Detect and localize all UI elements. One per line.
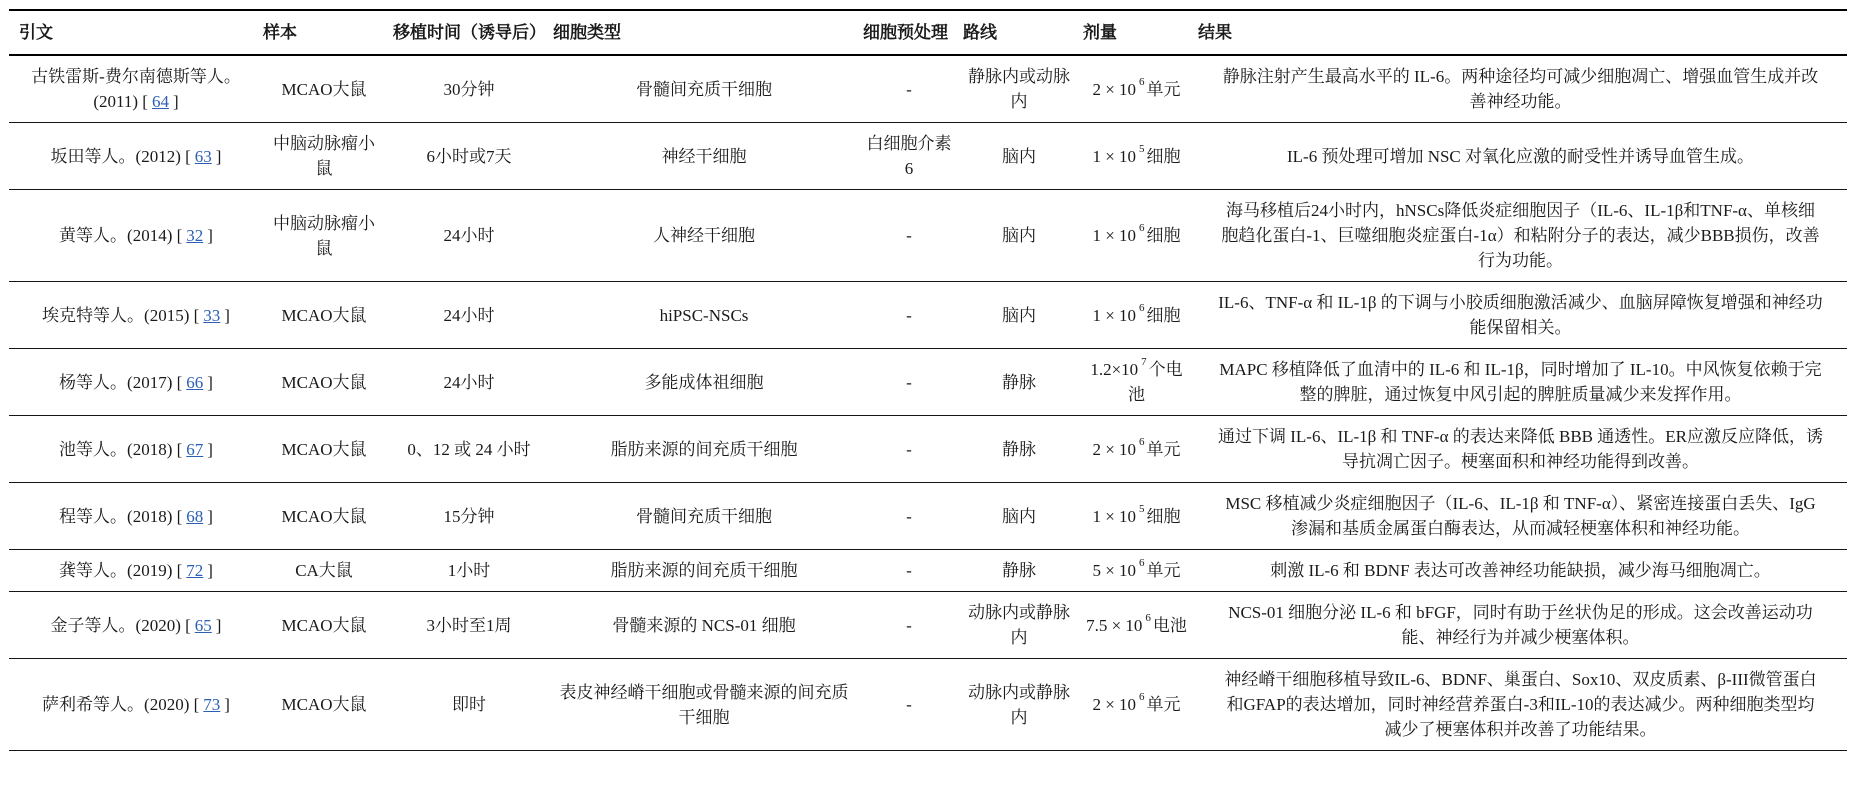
col-header-cell-type: 细胞类型 bbox=[553, 23, 621, 42]
dose-exponent: 6 bbox=[1139, 435, 1145, 448]
citation-bracket: ] bbox=[172, 92, 179, 111]
citation-text: 金子等人。(2020) [ bbox=[50, 615, 191, 635]
dose-cell bbox=[1079, 659, 1194, 751]
dose-exponent: 6 bbox=[1139, 75, 1145, 88]
dose-base: 1.2×10 bbox=[1090, 360, 1139, 379]
dose-base: 5 × 10 bbox=[1092, 561, 1137, 580]
dose-unit: 单元 bbox=[1146, 79, 1181, 99]
dose-unit: 细胞 bbox=[1146, 146, 1181, 166]
time-cell: 24小时 bbox=[443, 305, 495, 325]
route-cell: 动脉内或静脉内 bbox=[968, 682, 1070, 727]
citation-bracket: ] bbox=[207, 372, 213, 392]
cell-type-cell: 脂肪来源的间充质干细胞 bbox=[610, 439, 798, 459]
citation-cell bbox=[9, 123, 259, 190]
dose-base: 2 × 10 bbox=[1092, 79, 1137, 99]
dose-unit: 细胞 bbox=[1146, 226, 1181, 245]
sample-cell: MCAO大鼠 bbox=[281, 372, 367, 392]
pretreatment-cell: - bbox=[906, 615, 912, 635]
col-header-time: 移植时间（诱导后） bbox=[393, 23, 546, 42]
reference-link[interactable]: 64 bbox=[151, 92, 169, 111]
result-cell: MAPC 移植降低了血清中的 IL-6 和 IL-1β，同时增加了 IL-10。中风恢复依赖于完整的脾脏，通过恢复中风引起的脾脏质量减少来发挥作用。 bbox=[1219, 360, 1822, 404]
dose-base: 1 × 10 bbox=[1092, 226, 1137, 245]
dose-unit: 单元 bbox=[1146, 695, 1181, 714]
sample-cell: MCAO大鼠 bbox=[281, 439, 367, 459]
table-row bbox=[9, 190, 1847, 282]
citation-text: 埃克特等人。(2015) [ bbox=[42, 305, 200, 325]
citation-cell bbox=[9, 659, 259, 751]
citation-cell bbox=[9, 349, 259, 416]
citation-text: 坂田等人。(2012) [ bbox=[50, 146, 191, 166]
sample-cell: CA大鼠 bbox=[295, 561, 353, 580]
reference-link[interactable]: 63 bbox=[194, 146, 212, 166]
sample-cell: MCAO大鼠 bbox=[281, 615, 367, 635]
pretreatment-cell: - bbox=[906, 506, 912, 526]
table-row bbox=[9, 282, 1847, 349]
studies-table bbox=[9, 9, 1847, 751]
reference-link[interactable]: 67 bbox=[186, 439, 204, 459]
time-cell: 3小时至1周 bbox=[426, 615, 512, 635]
pretreatment-cell: - bbox=[906, 79, 912, 99]
citation-text: 杨等人。(2017) [ bbox=[59, 372, 183, 392]
dose-cell bbox=[1079, 55, 1194, 123]
citation-bracket: ] bbox=[207, 561, 213, 580]
reference-link[interactable]: 72 bbox=[186, 561, 204, 580]
citation-cell bbox=[9, 190, 259, 282]
sample-cell: 中脑动脉瘤小鼠 bbox=[273, 134, 375, 178]
route-cell: 动脉内或静脉内 bbox=[968, 603, 1070, 647]
col-header-dose: 剂量 bbox=[1083, 23, 1117, 42]
dose-exponent: 6 bbox=[1139, 691, 1145, 704]
sample-cell: 中脑动脉瘤小鼠 bbox=[273, 213, 375, 258]
col-header-citation: 引文 bbox=[19, 23, 53, 42]
dose-cell bbox=[1079, 282, 1194, 349]
route-cell: 脑内 bbox=[1002, 226, 1036, 245]
result-cell: 神经嵴干细胞移植导致IL-6、BDNF、巢蛋白、Sox10、双皮质素、β-III微管蛋白和GFAP的表达增加，同时神经营养蛋白-3和IL-10的表达减少。两种细胞类型均减少了梗塞体积并改善了功能结果。 bbox=[1224, 670, 1817, 739]
citation-text: 萨利希等人。(2020) [ bbox=[42, 695, 200, 714]
dose-base: 1 × 10 bbox=[1092, 305, 1137, 325]
route-cell: 脑内 bbox=[1002, 146, 1036, 166]
col-header-pretreatment: 细胞预处理 bbox=[863, 23, 948, 42]
time-cell: 30分钟 bbox=[443, 79, 495, 99]
citation-bracket: ] bbox=[215, 615, 222, 635]
citation-bracket: ] bbox=[224, 305, 230, 325]
citation-text: 池等人。(2018) [ bbox=[59, 439, 183, 459]
table-row bbox=[9, 483, 1847, 550]
cell-type-cell: 骨髓间充质干细胞 bbox=[636, 79, 772, 99]
dose-exponent: 6 bbox=[1145, 611, 1151, 624]
table-row bbox=[9, 416, 1847, 483]
dose-unit: 单元 bbox=[1146, 439, 1181, 459]
cell-type-cell: 骨髓间充质干细胞 bbox=[636, 506, 772, 526]
sample-cell: MCAO大鼠 bbox=[281, 506, 367, 526]
header-row bbox=[9, 10, 1847, 55]
sample-cell: MCAO大鼠 bbox=[281, 695, 367, 714]
cell-type-cell: hiPSC-NSCs bbox=[659, 305, 749, 325]
time-cell: 0、12 或 24 小时 bbox=[407, 439, 531, 459]
dose-unit: 个电池 bbox=[1128, 360, 1183, 404]
sample-cell: MCAO大鼠 bbox=[281, 305, 367, 325]
time-cell: 15分钟 bbox=[443, 506, 495, 526]
col-header-route: 路线 bbox=[963, 23, 997, 42]
route-cell: 脑内 bbox=[1002, 506, 1036, 526]
result-cell: 通过下调 IL-6、IL-1β 和 TNF-α 的表达来降低 BBB 通透性。ER应激反应降低，诱导抗凋亡因子。梗塞面积和神经功能得到改善。 bbox=[1218, 427, 1823, 471]
dose-cell bbox=[1079, 123, 1194, 190]
table-row bbox=[9, 659, 1847, 751]
reference-link[interactable]: 66 bbox=[186, 372, 204, 392]
dose-unit: 细胞 bbox=[1146, 305, 1181, 325]
citation-cell bbox=[9, 55, 259, 123]
pretreatment-cell: - bbox=[906, 372, 912, 392]
result-cell: IL-6、TNF-α 和 IL-1β 的下调与小胶质细胞激活减少、血脑屏障恢复增强和神经功能保留相关。 bbox=[1218, 293, 1823, 337]
result-cell: 海马移植后24小时内，hNSCs降低炎症细胞因子（IL-6、IL-1β和TNF-α、单核细胞趋化蛋白-1、巨噬细胞炎症蛋白-1α）和粘附分子的表达，减少BBB损伤，改善行为功能。 bbox=[1221, 201, 1820, 270]
result-cell: 静脉注射产生最高水平的 IL-6。两种途径均可减少细胞凋亡、增强血管生成并改善神经功能。 bbox=[1222, 67, 1819, 111]
citation-bracket: ] bbox=[207, 226, 213, 245]
cell-type-cell: 脂肪来源的间充质干细胞 bbox=[610, 561, 798, 580]
cell-type-cell: 多能成体祖细胞 bbox=[644, 372, 764, 392]
reference-link[interactable]: 33 bbox=[203, 305, 221, 325]
dose-cell bbox=[1079, 349, 1194, 416]
citation-text: 黄等人。(2014) [ bbox=[59, 226, 183, 245]
dose-exponent: 6 bbox=[1139, 222, 1145, 235]
time-cell: 6小时或7天 bbox=[426, 146, 512, 166]
route-cell: 静脉内或动脉内 bbox=[968, 67, 1070, 111]
pretreatment-cell: - bbox=[906, 226, 912, 245]
citation-cell bbox=[9, 592, 259, 659]
dose-cell bbox=[1079, 483, 1194, 550]
time-cell: 即时 bbox=[452, 695, 486, 714]
reference-link[interactable]: 73 bbox=[203, 695, 221, 714]
cell-type-cell: 神经干细胞 bbox=[661, 146, 747, 166]
dose-exponent: 5 bbox=[1139, 142, 1145, 155]
time-cell: 1小时 bbox=[447, 561, 491, 580]
citation-cell bbox=[9, 416, 259, 483]
dose-base: 1 × 10 bbox=[1092, 506, 1137, 526]
route-cell: 静脉 bbox=[1002, 561, 1036, 580]
route-cell: 静脉 bbox=[1002, 372, 1036, 392]
cell-type-cell: 表皮神经嵴干细胞或骨髓来源的间充质干细胞 bbox=[559, 682, 849, 727]
citation-text: 龚等人。(2019) [ bbox=[59, 561, 183, 580]
citation-bracket: ] bbox=[215, 146, 222, 166]
result-cell: NCS-01 细胞分泌 IL-6 和 bFGF，同时有助于丝状伪足的形成。这会改善运动功能、神经行为并减少梗塞体积。 bbox=[1228, 603, 1813, 647]
dose-unit: 电池 bbox=[1152, 615, 1187, 635]
reference-link[interactable]: 68 bbox=[186, 506, 204, 526]
route-cell: 脑内 bbox=[1002, 305, 1036, 325]
dose-exponent: 6 bbox=[1139, 557, 1145, 570]
reference-link[interactable]: 32 bbox=[186, 226, 204, 245]
result-cell: 刺激 IL-6 和 BDNF 表达可改善神经功能缺损，减少海马细胞凋亡。 bbox=[1270, 561, 1771, 580]
pretreatment-cell: 白细胞介素 6 bbox=[866, 134, 952, 178]
time-cell: 24小时 bbox=[443, 372, 495, 392]
pretreatment-cell: - bbox=[906, 439, 912, 459]
dose-unit: 单元 bbox=[1146, 561, 1181, 580]
citation-cell bbox=[9, 550, 259, 592]
dose-cell bbox=[1079, 592, 1194, 659]
col-header-sample: 样本 bbox=[263, 23, 297, 42]
citation-cell bbox=[9, 483, 259, 550]
pretreatment-cell: - bbox=[906, 561, 912, 580]
dose-base: 7.5 × 10 bbox=[1086, 615, 1143, 635]
table-row bbox=[9, 55, 1847, 123]
result-cell: IL-6 预处理可增加 NSC 对氧化应激的耐受性并诱导血管生成。 bbox=[1286, 146, 1755, 166]
dose-cell bbox=[1079, 190, 1194, 282]
dose-cell bbox=[1079, 550, 1194, 592]
pretreatment-cell: - bbox=[906, 305, 912, 325]
table-row bbox=[9, 592, 1847, 659]
citation-text: 程等人。(2018) [ bbox=[59, 506, 183, 526]
dose-cell bbox=[1079, 416, 1194, 483]
table-header bbox=[9, 10, 1847, 55]
dose-exponent: 7 bbox=[1141, 356, 1147, 369]
dose-exponent: 5 bbox=[1139, 502, 1145, 515]
cell-type-cell: 骨髓来源的 NCS-01 细胞 bbox=[612, 615, 796, 635]
citation-bracket: ] bbox=[207, 439, 213, 459]
pretreatment-cell: - bbox=[906, 695, 912, 714]
cell-type-cell: 人神经干细胞 bbox=[653, 226, 755, 245]
table-body bbox=[9, 55, 1847, 751]
time-cell: 24小时 bbox=[443, 226, 495, 245]
citation-bracket: ] bbox=[207, 506, 213, 526]
citation-bracket: ] bbox=[224, 695, 230, 714]
table-row bbox=[9, 123, 1847, 190]
citation-cell bbox=[9, 282, 259, 349]
dose-base: 1 × 10 bbox=[1092, 146, 1137, 166]
table-row bbox=[9, 550, 1847, 592]
reference-link[interactable]: 65 bbox=[194, 615, 212, 635]
dose-exponent: 6 bbox=[1139, 301, 1145, 314]
sample-cell: MCAO大鼠 bbox=[281, 79, 367, 99]
route-cell: 静脉 bbox=[1002, 439, 1036, 459]
dose-base: 2 × 10 bbox=[1092, 439, 1137, 459]
dose-unit: 细胞 bbox=[1146, 506, 1181, 526]
dose-base: 2 × 10 bbox=[1092, 695, 1137, 714]
table-row bbox=[9, 349, 1847, 416]
citation-text: 古铁雷斯-费尔南德斯等人。(2011) [ bbox=[31, 67, 241, 111]
result-cell: MSC 移植减少炎症细胞因子（IL-6、IL-1β 和 TNF-α）、紧密连接蛋白丢失、IgG 渗漏和基质金属蛋白酶表达，从而减轻梗塞体积和神经功能。 bbox=[1225, 494, 1816, 538]
col-header-result: 结果 bbox=[1198, 23, 1232, 42]
